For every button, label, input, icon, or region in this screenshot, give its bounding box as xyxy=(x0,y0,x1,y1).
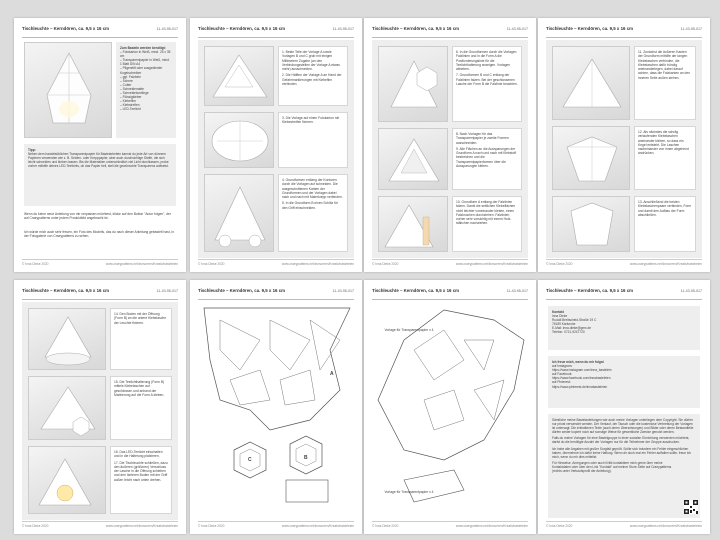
footer-url: www.craeypattems.net/kvrscreen/Kreativbasteleien xyxy=(105,262,178,266)
header-code: 11-43-95-017 xyxy=(680,27,702,31)
gallery-note: Ich würde mich auch sehr freuen, ein Foto des Modells, das du nach dieser Anleitung gebastelt hast, in der Fotogalerie von Craeypatterns zu sehen. xyxy=(24,230,175,239)
page-8 xyxy=(538,280,710,534)
template-b-label: B xyxy=(304,455,308,461)
step-14: 14. Den Boden mit der Öffnung (Form B) an die untere Klebelasche der Leuchte fixieren. xyxy=(114,312,167,325)
header-code: 11-43-95-017 xyxy=(506,27,528,31)
step-photo-15 xyxy=(28,376,106,440)
header-code: 11-43-95-017 xyxy=(332,27,354,31)
header-title: Tischleuchte – Kerndören, ca. 9,5 x 16 cm xyxy=(198,26,286,31)
lamp-illustration xyxy=(25,43,112,138)
step-photo-8 xyxy=(378,128,448,190)
footer-copyright: © Inna Dieke 2020 xyxy=(372,524,399,528)
step-12-text xyxy=(634,126,696,190)
step-15-text xyxy=(110,376,172,440)
template-sheet-illustration xyxy=(205,47,274,106)
page-footer xyxy=(22,521,178,529)
header-title: Tischleuchte – Kerndören, ca. 9,5 x 16 cm xyxy=(546,26,634,31)
legal-box xyxy=(548,414,700,518)
page-footer xyxy=(546,259,702,267)
materials-item: – Schneidekontlinge xyxy=(120,91,149,96)
materials-item: – ggf. Falzbein xyxy=(120,74,141,79)
legal-text-4: Für Hinweise, Anregungen oder auch Kritik kontaktiere mich gerne über meine Kontaktdaten oder über den Link "Kontakt" auf meiner Store-Seite auf Craeypatterns (rechts unter Verkaufsprofil der Anleitung). xyxy=(552,460,672,474)
contact-line: 76189 Karlsruhe xyxy=(552,322,576,327)
page-footer xyxy=(22,259,178,267)
contact-title: Kontakt xyxy=(552,310,564,314)
step-photo-16 xyxy=(28,446,106,514)
template-a-second-half-drawing xyxy=(364,280,536,534)
transparent-template-label: Vorlage für Transparentpapier x 4 xyxy=(384,328,434,332)
step-16: 16. Das LED-Teelicht einschalten und in die Halterung platzieren. xyxy=(114,450,163,459)
page-footer xyxy=(198,259,354,267)
header-title: Tischleuchte – Kerndören, ca. 9,5 x 16 cm xyxy=(546,288,634,293)
contact-line: Rudolf-Breitscheid-Straße 19 C xyxy=(552,318,597,323)
page-1 xyxy=(14,18,186,272)
step-17: 17. Die Tischleuchte schließen, dazu den äußeren (größeren) Verschluss der Lasche in die Öffnung schieben und den hinteren Boden mit der Griff außen leicht nach unten drehen. xyxy=(114,460,168,482)
social-label-pinterest: auf Pinterest: xyxy=(552,380,571,385)
cone-illustration xyxy=(553,127,630,190)
step-8: 8. Nach Vorlagen für das Transparentpapier je zweite Formen ausschneiden. xyxy=(456,132,509,145)
footer-copyright: © Inna Dieke 2020 xyxy=(546,262,573,266)
page-header xyxy=(372,24,528,38)
template-a-label: A xyxy=(330,371,334,377)
materials-item: – Fotokarton in Weiß, mind. 25 x 35 cm xyxy=(120,50,171,59)
footer-url: www.craeypattems.net/kvrscreen/Kreativbasteleien xyxy=(105,524,178,528)
materials-title: Zum Basteln werden benötigt: xyxy=(120,46,166,50)
tips-box xyxy=(24,144,176,206)
social-label-facebook: auf Facebook: xyxy=(552,372,573,377)
header-title: Tischleuchte – Kerndören, ca. 9,5 x 16 cm xyxy=(372,288,460,293)
step-6: 6. In die Grundformen durch die Vorlagen Falzlinien und in die Form A die Positionierungslinie für die Teelichthalterung anzeigen. Vorlagen abheben. xyxy=(456,50,517,72)
tips-title: Tipp: xyxy=(28,148,36,152)
page-header xyxy=(22,24,178,38)
follow-note: Wenn du keine neue Anleitung von mir verpassen möchtest, klicke auf den Button "Autor folgen", der auf Craeypatterns unter jedem Produktbild angebracht ist. xyxy=(24,212,171,221)
contact-line: Inna Dieke xyxy=(552,314,568,319)
page-footer xyxy=(546,521,702,529)
step-13-text xyxy=(634,196,696,252)
finished-form-illustration xyxy=(553,197,630,252)
led-tealight-illustration xyxy=(29,447,106,514)
materials-item: – Cutter xyxy=(120,82,132,87)
page-5 xyxy=(14,280,186,534)
lamp-base-illustration xyxy=(29,309,106,370)
materials-item: – Klebefilm xyxy=(120,99,136,104)
pinterest-link[interactable]: https://www.pinterest.de/innabasteleien xyxy=(552,384,608,389)
legal-text-3: Ich habe alle Angaben mit großer Sorgfalt geprüft. Sollte sich trotzdem ein Fehler eingeschlichen haben, übernehme ich dafür keine Haftung. Wenn dir doch mal ein Fehler auffallen sollte, freue ich mich, wenn du mir dies mitteilst. xyxy=(552,446,691,459)
transparent-paper-illustration xyxy=(379,129,448,190)
folding-illustration xyxy=(379,47,448,122)
header-code: 11-43-95-017 xyxy=(680,289,702,293)
instagram-link[interactable]: https://www.instagram.com/inna_bastelein xyxy=(552,368,612,373)
page-7 xyxy=(364,280,536,534)
footer-url: www.craeypattems.net/kvrscreen/Kreativbasteleien xyxy=(455,524,528,528)
tips-text: Neben dem handelsüblichen Transparentpapier für Bastelarbeiten kannst du jede Art von dünnem Papieren verwenden wie z. B. Seiden- oder Krepppapier, aber auch durchsichtige Stoffe, die sich leicht schneiden und kleben lassen. Bis die Materialien unterschiedlich viel Licht durchlassen, probe vorher mithilfe deines LED-Teelichts, ob das Papier hell, stell die gewünschte Transparenz aufweist. xyxy=(28,152,169,169)
step-4: 4. Grundformen entlang der Konturen durch die Vorlagen auf schneiden. Die ausgeschnittenen Kanten der Grundformen und der Vorlagen dabei nach und nach mit Malerkrepp verbinden. xyxy=(282,178,343,200)
lamp-photo xyxy=(24,42,112,138)
header-code: 11-43-95-017 xyxy=(156,27,178,31)
contact-line: Telefon: 0721-9247720 xyxy=(552,330,585,335)
step-photo-13 xyxy=(552,196,630,252)
contact-line: E-Mail: inna.dieke@gmx.de xyxy=(552,326,592,331)
page-header xyxy=(198,24,354,38)
qr-code-icon xyxy=(684,500,698,514)
step-photo-1 xyxy=(204,46,274,106)
materials-item: – Flüssigkleber xyxy=(120,95,142,100)
materials-item: – Transparentpapier in Weiß, mind. 1 Blatt DIN A4 xyxy=(120,58,170,67)
tealight-holder-illustration xyxy=(29,377,106,440)
footer-copyright: © Inna Dieke 2020 xyxy=(22,524,49,528)
step-3: 3. Die Vorlage auf einen Fotokarton mit Klebestreifen fixieren. xyxy=(282,116,340,125)
step-photo-4 xyxy=(204,174,274,252)
header-code: 11-43-95-017 xyxy=(332,289,354,293)
materials-item: – Schere xyxy=(120,78,133,83)
page-header xyxy=(546,286,702,300)
gluing-illustration xyxy=(553,47,630,120)
step-photo-11 xyxy=(552,46,630,120)
step-photo-3 xyxy=(204,112,274,168)
template-c-label: C xyxy=(248,457,252,463)
page-2 xyxy=(190,18,362,272)
page-3 xyxy=(364,18,536,272)
footer-copyright: © Inna Dieke 2020 xyxy=(546,524,573,528)
footer-copyright: © Inna Dieke 2020 xyxy=(372,262,399,266)
social-title: Ich freue mich, wenn du mir folgst xyxy=(552,360,604,364)
header-code: 11-43-95-017 xyxy=(156,289,178,293)
footer-url: www.craeypattems.net/kvrscreen/Kreativbasteleien xyxy=(455,262,528,266)
step-1: 1. Beide Teile der Vorlage A sowie Vorlagen B und C grob mit einigen Millimetern Zugabe (an den Verbindungsstellen der Vorlage A etwas mehr) ausschneiden. xyxy=(282,50,340,72)
footer-copyright: © Inna Dieke 2020 xyxy=(198,262,225,266)
step-10: 10. Grundform A entlang der Falzlinien falzen. Damit die seitlichen Klebeflächen nicht leichter voneinander kleben, einen Falzknochen durchziehen. Falzlinien vorher sehr vorsichtig mit einem Holz- stäbchen nachziehen. xyxy=(456,200,516,226)
step-10-text xyxy=(452,196,522,252)
materials-item: – Pilgerstift oder ausgedienter Kugelschreiber xyxy=(120,66,163,75)
header-title: Tischleuchte – Kerndören, ca. 9,5 x 16 cm xyxy=(22,288,110,293)
social-box xyxy=(548,356,700,408)
materials-box xyxy=(116,42,176,138)
step-5: 5. In die Grundform B einen Schlitz für den Griff einschneiden. xyxy=(282,201,338,210)
step-1-2-text xyxy=(278,46,348,106)
legal-text-2: Falls du meine Vorlagen für eine Bastelgruppe in einer sozialen Einrichtung verwenden möchtest, darfst du die benötigte Anzahl der Vorlagen nur für die Teilnehmer der Gruppe ausdrucken. xyxy=(552,436,690,445)
footer-url: www.craeypattems.net/kvrscreen/Kreativbasteleien xyxy=(629,524,702,528)
template-a-drawing xyxy=(190,280,362,534)
page-6 xyxy=(190,280,362,534)
step-12: 12. Als nächstes die schräg verlaufenden Klebelaschen aneinander kleben, so dass ein Kegel entsteht. Die Laschen nacheinander von innen abgehend andrücken. xyxy=(638,130,689,156)
step-9: 9. Alle Flächen an die Aussparungen der Grundform A nach und nach mit Klebstoff bestreichen und die Transparentpapierformen über die Aussparungen kleben. xyxy=(456,146,517,169)
template-on-card-illustration xyxy=(205,113,274,168)
page-header xyxy=(22,286,178,300)
step-7: 7. Grundformen B und C entlang der Falzlinien falzen. Bei der geschlossenen Lasche der Form B die Falzlinie beachten. xyxy=(456,73,518,87)
page-4 xyxy=(538,18,710,272)
step-13: 13. Anschließend die beiden Klebelaschenpaare verbinden, Form und damit den Aufbau der Form abschließen. xyxy=(638,200,692,217)
step-photo-12 xyxy=(552,126,630,190)
legal-text-1: Sämtliche meine Bastelanleitungen wie auch meine Vorlagen unterliegen dem Copyright. Sie dürfen nur privat verwendet werden. Der Verkauf, der Tausch oder die kostenlose Verbreitung der Vorlagen ist untersagt. Die enthaltenen Texte (auch deren Übersetzungen) und Bilder oder deren Bestandteile dürfen weder kopiert noch auf sonstige Weise für gewerbliche Zwecke genutzt werden. xyxy=(552,418,694,435)
transparent-template-label-2: Vorlage für Transparentpapier x 4 xyxy=(384,490,434,494)
footer-url: www.craeypattems.net/kvrscreen/Kreativbasteleien xyxy=(629,262,702,266)
step-3-text xyxy=(278,112,348,168)
contact-box xyxy=(548,306,700,350)
page-footer xyxy=(372,521,528,529)
step-4-5-text xyxy=(278,174,348,252)
step-16-17-text xyxy=(110,446,172,514)
materials-item: – Klebstreifen xyxy=(120,103,140,108)
step-14-text xyxy=(110,308,172,370)
header-title: Tischleuchte – Kerndören, ca. 9,5 x 16 cm xyxy=(372,26,460,31)
page-footer xyxy=(198,521,354,529)
glue-stick-illustration xyxy=(379,197,448,252)
page-header xyxy=(546,24,702,38)
header-code: 11-43-95-017 xyxy=(506,289,528,293)
step-photo-14 xyxy=(28,308,106,370)
footer-copyright: © Inna Dieke 2020 xyxy=(198,524,225,528)
footer-copyright: © Inna Dieke 2020 xyxy=(22,262,49,266)
step-2: 2. Die Hälften der Vorlage A an Hand der Gefahrmarkierungen mit Klebefilm verbinden. xyxy=(282,73,342,87)
cut-parts-illustration xyxy=(205,175,274,252)
step-8-9-text xyxy=(452,128,522,190)
header-title: Tischleuchte – Kerndören, ca. 9,5 x 16 cm xyxy=(22,26,110,31)
step-6-7-text xyxy=(452,46,522,122)
page-footer xyxy=(372,259,528,267)
footer-url: www.craeypattems.net/kvrscreen/Kreativbasteleien xyxy=(281,524,354,528)
step-photo-6 xyxy=(378,46,448,122)
facebook-link[interactable]: https://www.facebook.com/innabasteleien xyxy=(552,376,611,381)
step-photo-10 xyxy=(378,196,448,252)
materials-item: – LED-Teelicht xyxy=(120,107,141,112)
materials-item: – Schneidematte xyxy=(120,86,144,91)
footer-url: www.craeypattems.net/kvrscreen/Kreativbasteleien xyxy=(281,262,354,266)
step-11-text xyxy=(634,46,696,120)
step-11: 11. Zunächst die äußeren Kanten der Grundform mithilfe der langen Klebelaschen verbinden, die Klebelaschen dafür bündig aneinanderlegen, dabei darauf achten, dass die Falzkanten an den inneren Seite außen stehen. xyxy=(638,50,691,80)
step-15: 15. Die Teelichthalterung (Form B) mittels Klebelaschen auf geschlossen und anhand der Markierung auf die Form A kleben. xyxy=(114,380,165,397)
header-title: Tischleuchte – Kerndören, ca. 9,5 x 16 cm xyxy=(198,288,286,293)
social-label-instagram: auf Instagram: xyxy=(552,364,573,369)
